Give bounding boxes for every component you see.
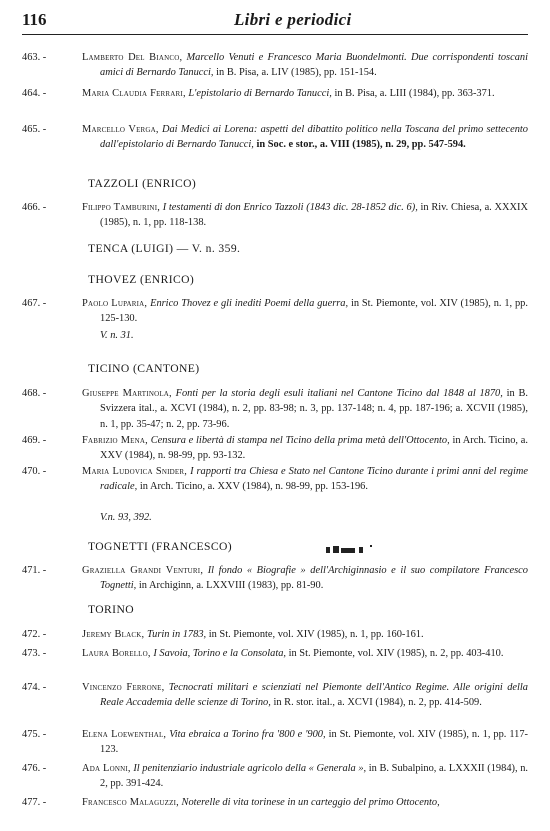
section-heading-ticino: TICINO (CANTONE) (88, 362, 200, 375)
entry-source: in R. stor. ital., a. XCVI (1984), n. 2, pp. 414-509. (273, 697, 482, 709)
entry-author: Maria Ludovica Snider, (82, 466, 188, 477)
entry-source: in St. Piemonte, vol. XIV (1985), n. 1, pp. 117-123. (100, 729, 528, 756)
entry-author: Ada Lonni, (82, 763, 131, 774)
entry-title: Marcello Venuti e Francesco Maria Buondelmonti. Due corrispondenti toscani amici di Bernardo Tanucci, (100, 52, 528, 79)
entry-author: Vincenzo Ferrone, (82, 682, 165, 693)
entry-477: 477. - Francesco Malaguzzi, Noterelle di vita torinese in un carteggio del primo Ottocento, (22, 797, 440, 808)
entry-467: 467. - Paolo Luparia, Enrico Thovez e gli inediti Poemi della guerra, in St. Piemonte, vol. XIV (1985), n. 1, pp. 125-130. (22, 298, 528, 325)
entry-475: 475. - Elena Loewenthal, Vita ebraica a Torino fra '800 e '900, in St. Piemonte, vol. XIV (1985), n. 1, pp. 117-123. (22, 729, 528, 756)
entry-source: in Arch. Ticino, a. XXV (1984), n. 98-99, pp. 153-196. (139, 481, 368, 493)
entry-source: in St. Piemonte, vol. XIV (1985), n. 1, pp. 125-130. (100, 298, 528, 325)
entry-source: in B. Svizzera ital., a. XCVI (1984), n. 2, pp. 83-98; n. 3, pp. 137-148; n. 4, pp. 187-196; a. XCVII (1985), n. 1, pp. 35-47; n. 2, pp. 73-96. (100, 388, 528, 430)
entry-title: Censura e libertà di stampa nel Ticino della prima metà dell'Ottocento, (150, 435, 450, 446)
entry-469: 469. - Fabrizio Mena, Censura e libertà di stampa nel Ticino della prima metà dell'Ottocento, in Arch. Ticino, a. XXV (1984), n. 98-99, pp. 93-132. (22, 435, 528, 462)
entry-466: 466. - Filippo Tamburini, I testamenti di don Enrico Tazzoli (1843 dic. 28-1852 dic. 6), in Riv. Chiesa, a. XXXIX (1985), n. 1, pp. 118-138. (22, 202, 528, 229)
entry-title: I testamenti di don Enrico Tazzoli (1843 dic. 28-1852 dic. 6), (162, 202, 418, 213)
entry-471: 471. - Graziella Grandi Venturi, Il fondo « Biografie » dell'Archiginnasio e il suo compilatore Francesco Tognetti, in Archiginn, a. LXXVIII (1983), pp. 81-90. (22, 565, 528, 592)
section-heading-torino: TORINO (88, 603, 134, 616)
entry-source: in B. Subalpino, a. LXXXII (1984), n. 2, pp. 391-424. (100, 763, 528, 790)
entry-source: in St. Piemonte, vol. XIV (1985), n. 2, pp. 403-410. (288, 648, 504, 659)
entry-author: Filippo Tamburini, (82, 202, 161, 213)
section-heading-tognetti: TOGNETTI (FRANCESCO) (88, 540, 233, 553)
entry-source: in St. Piemonte, vol. XIV (1985), n. 1, pp. 160-161. (208, 629, 424, 640)
entry-author: Elena Loewenthal, (82, 729, 167, 740)
entry-title: Noterelle di vita torinese in un carteggio del primo Ottocento, (181, 797, 440, 808)
entry-author: Graziella Grandi Venturi, (82, 565, 204, 576)
entry-source: in Archiginn, a. LXXVIII (1983), pp. 81-90. (138, 580, 324, 592)
see-also-thovez: V. n. 31. (100, 330, 134, 341)
entry-title: Enrico Thovez e gli inediti Poemi della guerra, (150, 298, 349, 309)
entry-author: Fabrizio Mena, (82, 435, 148, 446)
entry-source: in B. Pisa, a. LIV (1985), pp. 151-154. (216, 67, 377, 79)
entry-title: Il fondo « Biografie » dell'Archiginnasio e il suo compilatore Francesco Tognetti, (100, 565, 528, 592)
entry-title: Tecnocrati militari e scienziati nel Piemonte dell'Antico Regime. Alle origini della Reale Accademia delle scienze di Torino, (100, 682, 528, 709)
entry-author: Francesco Malaguzzi, (82, 797, 179, 808)
running-title: Libri e periodici (234, 10, 352, 29)
entry-title: I Savoia, Torino e la Consolata, (153, 648, 287, 659)
entry-464: 464. - Maria Claudia Ferrari, L'epistolario di Bernardo Tanucci, in B. Pisa, a. LIII (1984), pp. 363-371. (22, 88, 495, 99)
ink-smudge-icon (326, 545, 374, 554)
entry-title: I rapporti tra Chiesa e Stato nel Cantone Ticino durante i primi anni del regime radicale, (100, 466, 528, 493)
entry-title: Il penitenziario industriale agricolo della « Generala », (133, 763, 367, 774)
section-heading-tazzoli: TAZZOLI (ENRICO) (88, 177, 197, 190)
entry-title: Fonti per la storia degli esuli italiani nel Cantone Ticino dal 1848 al 1870, (175, 388, 503, 399)
entry-author: Laura Borello, (82, 648, 151, 659)
entry-author: Maria Claudia Ferrari, (82, 88, 186, 99)
entry-473: 473. - Laura Borello, I Savoia, Torino e la Consolata, in St. Piemonte, vol. XIV (1985), n. 2, pp. 403-410. (22, 648, 504, 659)
entry-source: in Soc. e stor., a. VIII (1985), n. 29, pp. 547-594. (256, 139, 466, 151)
running-header (22, 8, 528, 34)
entry-title: Turin in 1783, (146, 629, 207, 640)
page-number: 116 (22, 10, 47, 29)
entry-465: 465. - Marcello Verga, Dai Medici ai Lorena: aspetti del dibattito politico nella Toscana del primo settecento dall'epistolario di Bernardo Tanucci, in Soc. e stor., a. VIII (1985), n. 29, pp. 547-594. (22, 124, 528, 151)
entry-474: 474. - Vincenzo Ferrone, Tecnocrati militari e scienziati nel Piemonte dell'Antico Regime. Alle origini della Reale Accademia delle scienze di Torino, in R. stor. ital., a. XCVI (1984), n. 2, pp. 414-509. (22, 682, 528, 709)
header-rule (22, 34, 528, 35)
entry-author: Paolo Luparia, (82, 298, 148, 309)
entry-title: L'epistolario di Bernardo Tanucci, (188, 88, 332, 99)
section-heading-tenca: TENCA (LUIGI) — V. n. 359. (88, 242, 241, 255)
entry-author: Lamberto Del Bianco, (82, 52, 183, 63)
entry-source: in Arch. Ticino, a. XXV (1984), n. 98-99, pp. 93-132. (100, 435, 528, 462)
entry-463: 463. - Lamberto Del Bianco, Marcello Venuti e Francesco Maria Buondelmonti. Due corrispondenti toscani amici di Bernardo Tanucci, in B. Pisa, a. LIV (1985), pp. 151-154. (22, 52, 528, 79)
entry-470: 470. - Maria Ludovica Snider, I rapporti tra Chiesa e Stato nel Cantone Ticino durante i primi anni del regime radicale, in Arch. Ticino, a. XXV (1984), n. 98-99, pp. 153-196. (22, 466, 528, 493)
see-also-ticino: V.n. 93, 392. (100, 512, 152, 523)
entry-author: Giuseppe Martinola, (82, 388, 172, 399)
entry-source: in B. Pisa, a. LIII (1984), pp. 363-371. (334, 88, 495, 99)
entry-468: 468. - Giuseppe Martinola, Fonti per la storia degli esuli italiani nel Cantone Ticino dal 1848 al 1870, in B. Svizzera ital., a. XCVI (1984), n. 2, pp. 83-98; n. 3, pp. 137-148; n. 4, pp. 187-196; a. XCVII (1985), n. 1, pp. 35-47; n. 2, pp. 73-96. (22, 388, 528, 430)
entry-author: Jeremy Black, (82, 629, 145, 640)
entry-title: Dai Medici ai Lorena: aspetti del dibattito politico nella Toscana del primo settecento dall'epistolario di Bernardo Tanucci, (100, 124, 528, 151)
entry-source: in Riv. Chiesa, a. XXXIX (1985), n. 1, pp. 118-138. (100, 202, 528, 229)
entry-476: 476. - Ada Lonni, Il penitenziario industriale agricolo della « Generala », in B. Subalpino, a. LXXXII (1984), n. 2, pp. 391-424. (22, 763, 528, 790)
entry-author: Marcello Verga, (82, 124, 159, 135)
entry-472: 472. - Jeremy Black, Turin in 1783, in St. Piemonte, vol. XIV (1985), n. 1, pp. 160-161. (22, 629, 424, 640)
entry-title: Vita ebraica a Torino fra '800 e '900, (169, 729, 326, 740)
section-heading-thovez: THOVEZ (ENRICO) (88, 273, 195, 286)
